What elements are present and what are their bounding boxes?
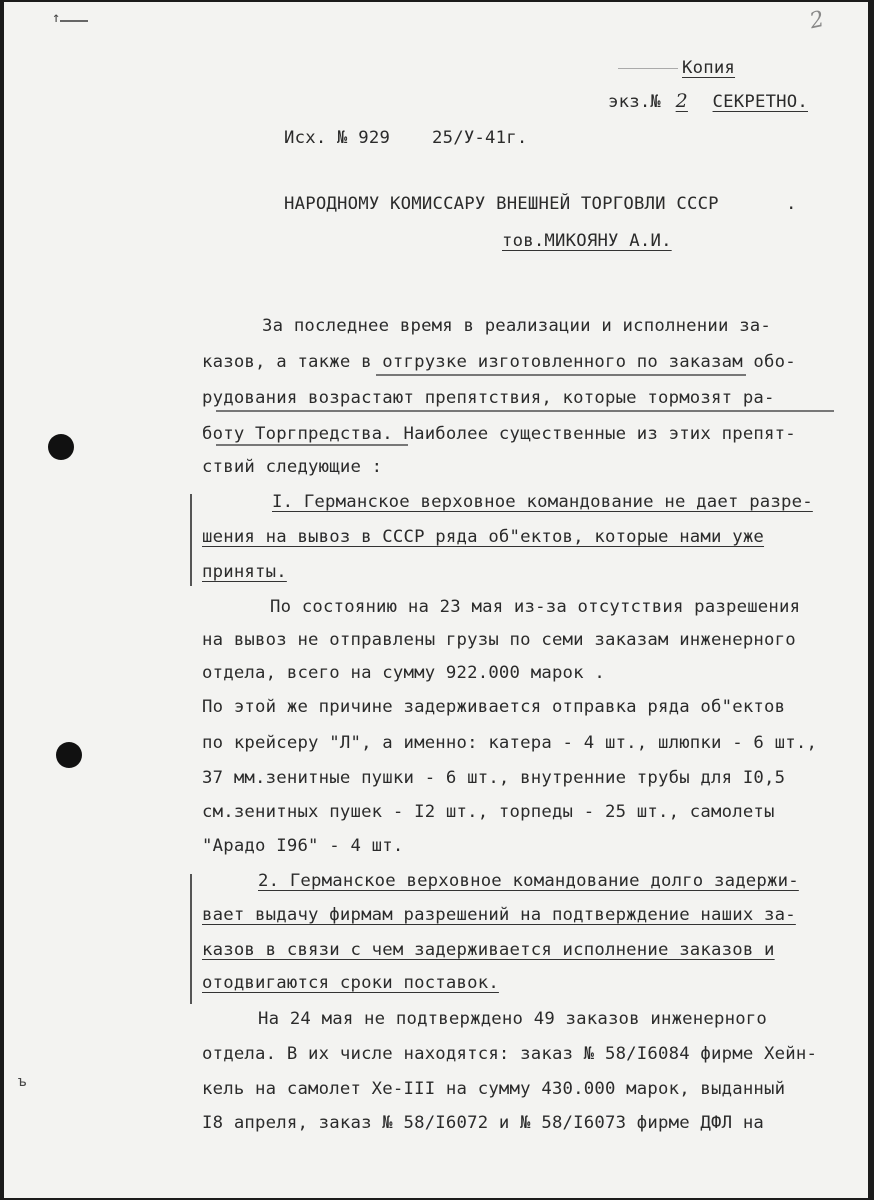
p1-line-2: казов, а также в отгрузке изготовленного по заказам обо-	[202, 352, 796, 372]
p2-line-2: на вывоз не отправлены грузы по семи заказам инженерного	[202, 630, 796, 650]
item1-line-1: I. Германское верховное командование не дает разре-	[272, 492, 813, 512]
staple-line	[60, 20, 88, 22]
p1-line-5: ствий следующие :	[202, 457, 383, 477]
p2-line-8: "Арадо I96" - 4 шт.	[202, 836, 404, 856]
p1-line-4: боту Торгпредства. Наиболее существенные из этих препят-	[202, 424, 796, 444]
margin-mark: ъ	[18, 1074, 27, 1090]
item2-line-3: казов в связи с чем задерживается исполнение заказов и	[202, 940, 775, 960]
copy-number	[608, 90, 808, 112]
p2-line-6: 37 мм.зенитные пушки - 6 шт., внутренние трубы для I0,5	[202, 768, 786, 788]
margin-bracket-2	[190, 874, 192, 1004]
copy-number-value: 2	[675, 90, 688, 112]
item2-line-2: вает выдачу фирмам разрешений на подтверждение наших за-	[202, 905, 796, 925]
copy-number-prefix: экз.№	[608, 92, 662, 112]
p3-line-3: кель на самолет Хе-III на сумму 430.000 марок, выданный	[202, 1079, 786, 1099]
outgoing-number: Исх. № 929	[284, 128, 391, 148]
struck-mark	[618, 68, 678, 69]
addressee-line-1: НАРОДНОМУ КОМИССАРУ ВНЕШНЕЙ ТОРГОВЛИ СССР	[284, 194, 719, 214]
document-date: 25/У-41г.	[432, 128, 528, 148]
document-page	[4, 2, 868, 1198]
p2-line-1: По состоянию на 23 мая из-за отсутствия разрешения	[270, 597, 801, 617]
p3-line-4: I8 апреля, заказ № 58/I6072 и № 58/I6073 фирме ДФЛ на	[202, 1113, 765, 1133]
pen-underline-2	[216, 410, 834, 412]
page-number: 2	[807, 6, 827, 35]
p2-line-7: см.зенитных пушек - I2 шт., торпеды - 25 шт., самолеты	[202, 802, 775, 822]
classification-stamp: СЕКРЕТНО.	[712, 92, 808, 112]
p3-line-2: отдела. В их числе находятся: заказ № 58/I6084 фирме Хейн-	[202, 1044, 818, 1064]
item2-line-4: отодвигаются сроки поставок.	[202, 973, 499, 993]
p1-line-3: рудования возрастают препятствия, которые тормозят ра-	[202, 388, 775, 408]
p1-line-1: За последнее время в реализации и исполнении за-	[262, 316, 772, 336]
copy-label: Копия	[682, 58, 736, 78]
punch-hole-upper	[48, 434, 74, 460]
p3-line-1: На 24 мая не подтверждено 49 заказов инженерного	[258, 1009, 768, 1029]
margin-bracket-1	[190, 494, 192, 586]
addressee-line-2: тов.МИКОЯНУ А.И.	[502, 231, 672, 251]
item1-line-3: приняты.	[202, 562, 287, 582]
staple-mark: ↑	[52, 10, 61, 26]
p2-line-4: По этой же причине задерживается отправка ряда об"ектов	[202, 697, 786, 717]
pen-underline-1	[376, 374, 746, 376]
p2-line-5: по крейсеру "Л", а именно: катера - 4 шт., шлюпки - 6 шт.,	[202, 733, 818, 753]
pen-underline-3	[216, 444, 408, 446]
punch-hole-lower	[56, 742, 82, 768]
item1-line-2: шения на вывоз в СССР ряда об"ектов, которые нами уже	[202, 527, 765, 547]
stray-dot: .	[786, 194, 797, 214]
item2-line-1: 2. Германское верховное командование долго задержи-	[258, 871, 799, 891]
p2-line-3: отдела, всего на сумму 922.000 марок .	[202, 663, 605, 683]
